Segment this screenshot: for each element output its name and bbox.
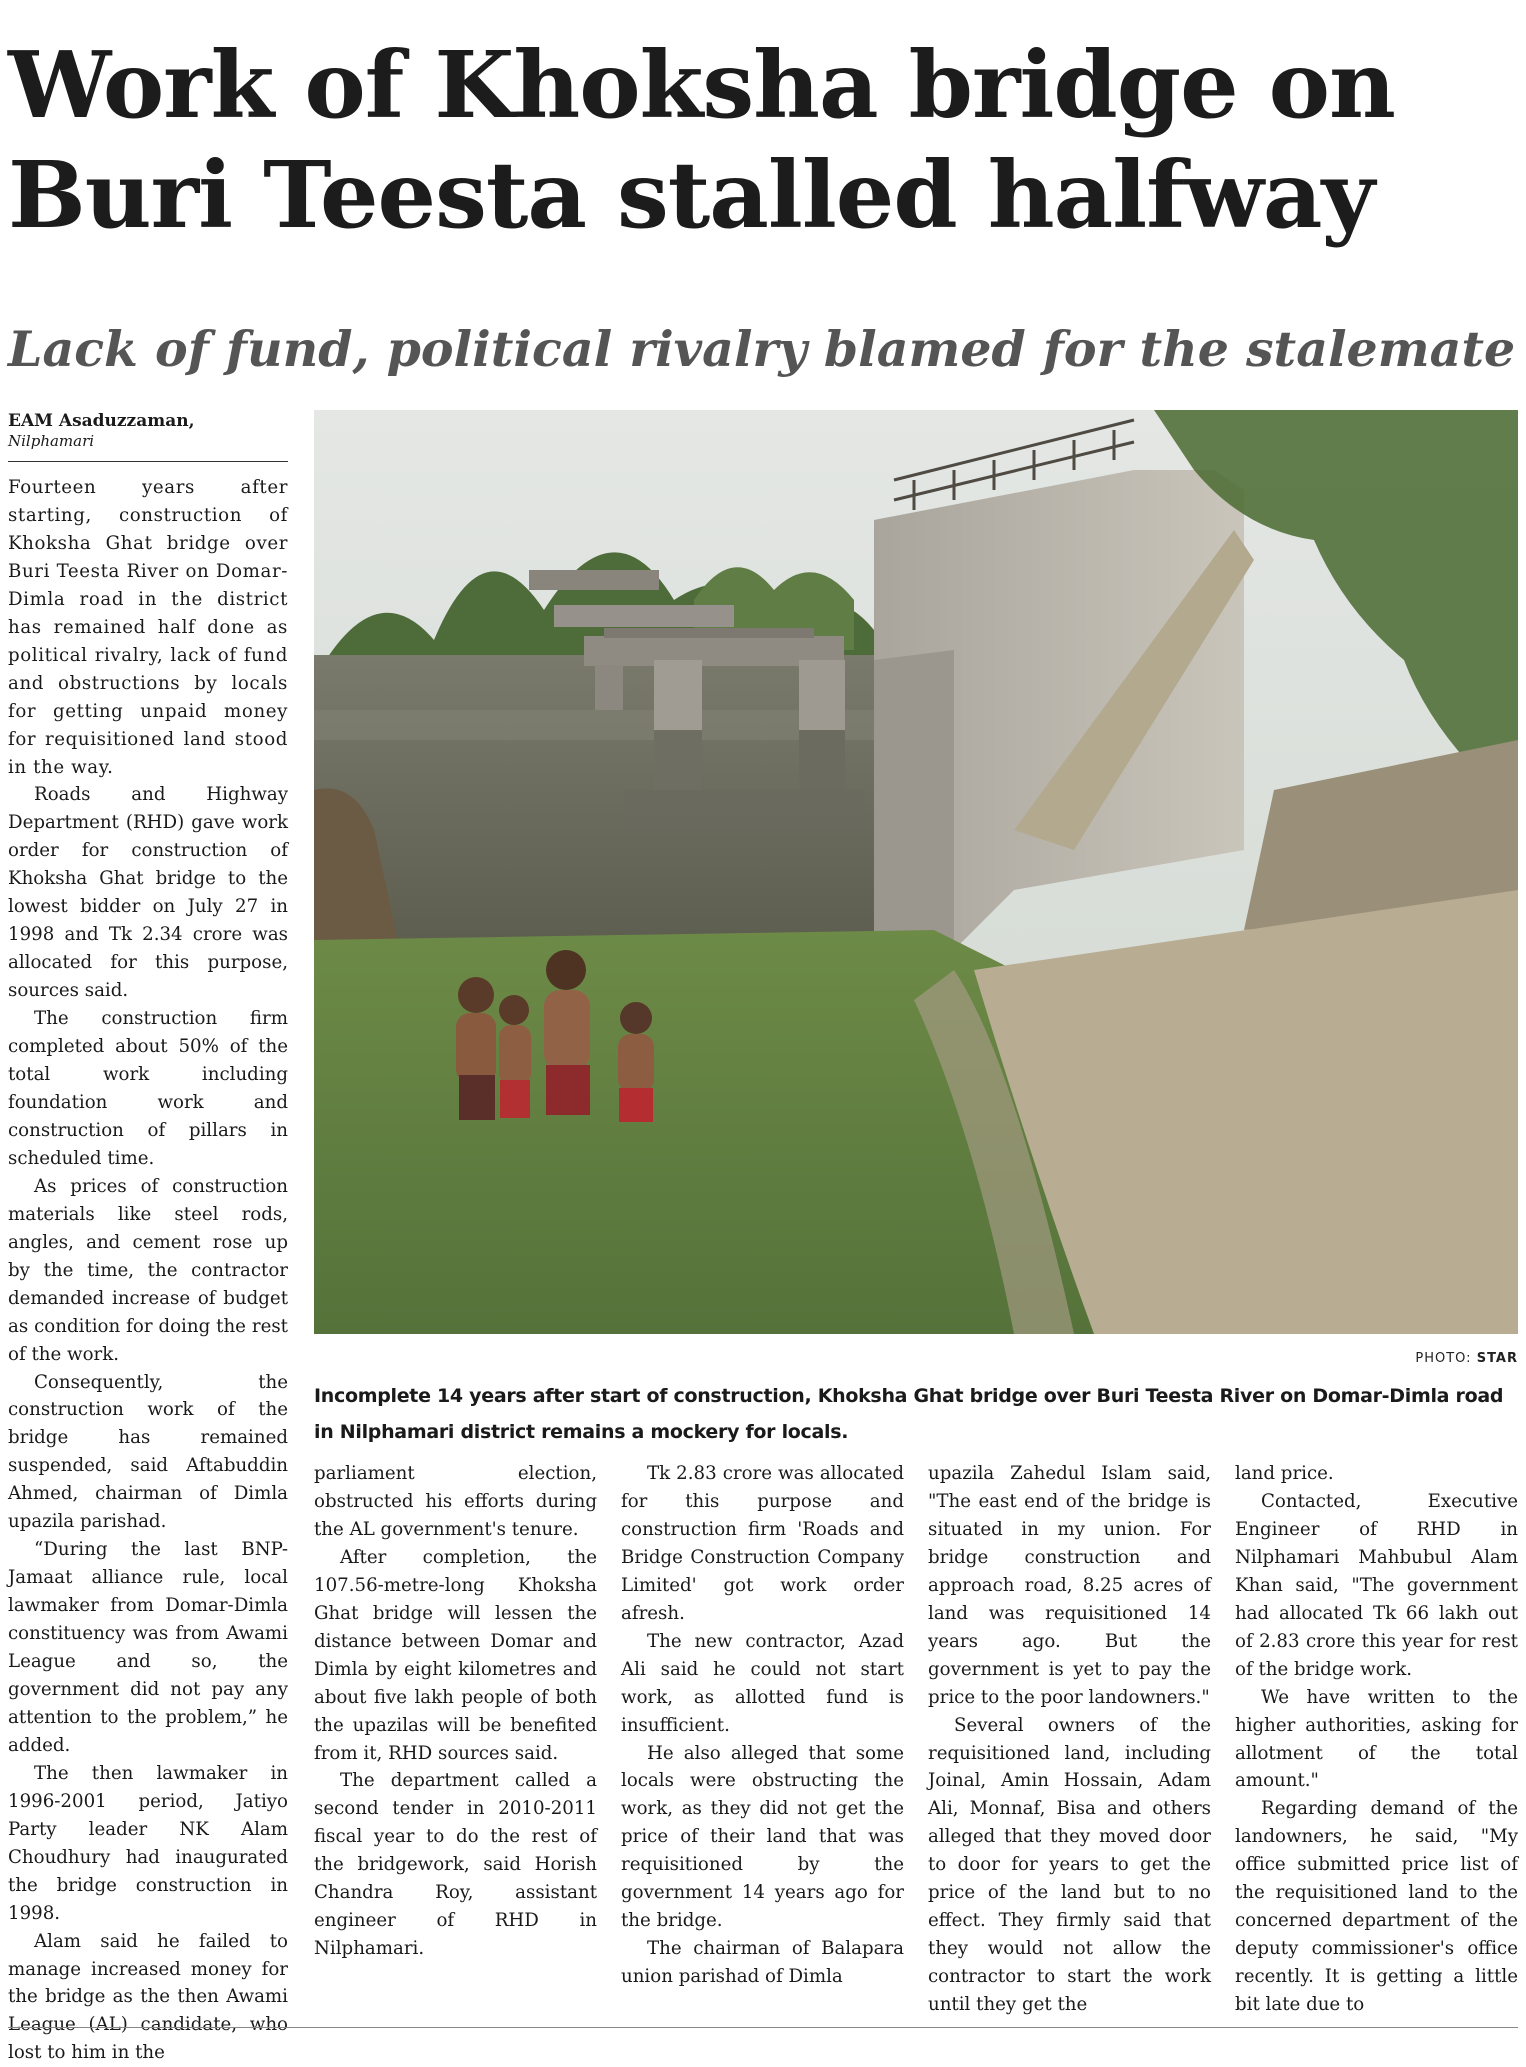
paragraph: The chairman of Balapara union parishad of Dimla xyxy=(621,1938,904,1988)
paragraph: Alam said he failed to manage increased money for the bridge as the then Awami League (AL) candidate, who lost to him in the xyxy=(8,1930,288,2064)
article-column-5 xyxy=(1235,1460,1518,2019)
paragraph: As prices of construction materials like steel rods, angles, and cement rose up by the time, the contractor demanded increase of budget as condition for doing the rest of the work. xyxy=(8,1175,288,1365)
headline-line-2: Buri Teesta stalled halfway xyxy=(8,141,1374,249)
paragraph: Roads and Highway Department (RHD) gave work order for construction of Khoksha Ghat bridge to the lowest bidder on July 27 in 1998 and Tk 2.34 crore was allocated for this purpose, sources said. xyxy=(8,784,288,1002)
paragraph: The then lawmaker in 1996-2001 period, Jatiyo Party leader NK Alam Choudhury had inaugurated the bridge construction in 1998. xyxy=(8,1762,288,1924)
byline xyxy=(8,410,288,451)
photo-credit-label: PHOTO: xyxy=(1415,1351,1472,1366)
subheadline: Lack of fund, political rivalry blamed for the stalemate xyxy=(8,320,1516,378)
headline xyxy=(8,30,1518,250)
photo-caption: Incomplete 14 years after start of construction, Khoksha Ghat bridge over Buri Teesta River on Domar-Dimla road in Nilphamari district remains a mockery for locals. xyxy=(314,1385,1504,1443)
bottom-divider xyxy=(8,2027,1518,2028)
paragraph: Several owners of the requisitioned land, including Joinal, Amin Hossain, Adam Ali, Monnaf, Bisa and others alleged that they moved door to door for years to get the price of the land but to no effect. They firmly said that they would not allow the contractor to start the work until they get the xyxy=(928,1714,1211,2016)
photo-credit-source: STAR xyxy=(1476,1351,1518,1366)
article-column-3 xyxy=(621,1460,904,1991)
paragraph: upazila Zahedul Islam said, "The east end of the bridge is situated in my union. For bridge construction and approach road, 8.25 acres of land was requisitioned 14 years ago. But the government is yet to pay the price to the poor landowners." xyxy=(928,1463,1211,1708)
paragraph: The construction firm completed about 50% of the total work including foundation work and construction of pillars in scheduled time. xyxy=(8,1008,288,1169)
headline-line-1: Work of Khoksha bridge on xyxy=(8,31,1395,139)
paragraph: The new contractor, Azad Ali said he could not start work, as allotted fund is insufficient. xyxy=(621,1630,904,1736)
paragraph: He also alleged that some locals were obstructing the work, as they did not get the price of their land that was requisitioned by the government 14 years ago for the bridge. xyxy=(621,1742,904,1932)
bridge-photo xyxy=(314,410,1518,1334)
paragraph: Tk 2.83 crore was allocated for this purpose and construction firm 'Roads and Bridge Construction Company Limited' got work order afresh. xyxy=(621,1463,904,1624)
paragraph: Consequently, the construction work of the bridge has remained suspended, said Aftabuddin Ahmed, chairman of Dimla upazila parishad. xyxy=(8,1371,288,1533)
byline-location: Nilphamari xyxy=(8,432,95,450)
paragraph: Regarding demand of the landowners, he said, "My office submitted price list of the requisitioned land to the concerned department of the deputy commissioner's office recently. It is getting a little bit late due to xyxy=(1235,1798,1518,2016)
byline-divider xyxy=(8,461,288,462)
article-column-1 xyxy=(8,474,288,2067)
paragraph: We have written to the higher authorities, asking for allotment of the total amount." xyxy=(1235,1686,1518,1792)
article-column-4 xyxy=(928,1460,1211,2019)
paragraph: Fourteen years after starting, construction of Khoksha Ghat bridge over Buri Teesta River on Domar-Dimla road in the district has remained half done as political rivalry, lack of fund and obstructions by locals for getting unpaid money for requisitioned land stood in the way. xyxy=(8,477,288,778)
paragraph: parliament election, obstructed his efforts during the AL government's tenure. xyxy=(314,1463,597,1540)
article-column-2 xyxy=(314,1460,597,1963)
paragraph: After completion, the 107.56-metre-long Khoksha Ghat bridge will lessen the distance between Domar and Dimla by eight kilometres and about five lakh people of both the upazilas will be benefited from it, RHD sources said. xyxy=(314,1546,597,1764)
paragraph: The department called a second tender in 2010-2011 fiscal year to do the rest of the bridgework, said Horish Chandra Roy, assistant engineer of RHD in Nilphamari. xyxy=(314,1770,597,1960)
photo-credit xyxy=(1415,1351,1518,1366)
paragraph: Contacted, Executive Engineer of RHD in Nilphamari Mahbubul Alam Khan said, "The government had allocated Tk 66 lakh out of 2.83 crore this year for rest of the bridge work. xyxy=(1235,1490,1518,1680)
paragraph: “During the last BNP-Jamaat alliance rule, local lawmaker from Domar-Dimla constituency was from Awami League and so, the government did not pay any attention to the problem,” he added. xyxy=(8,1539,288,1756)
byline-author: EAM Asaduzzaman, xyxy=(8,411,195,431)
paragraph: land price. xyxy=(1235,1463,1334,1484)
